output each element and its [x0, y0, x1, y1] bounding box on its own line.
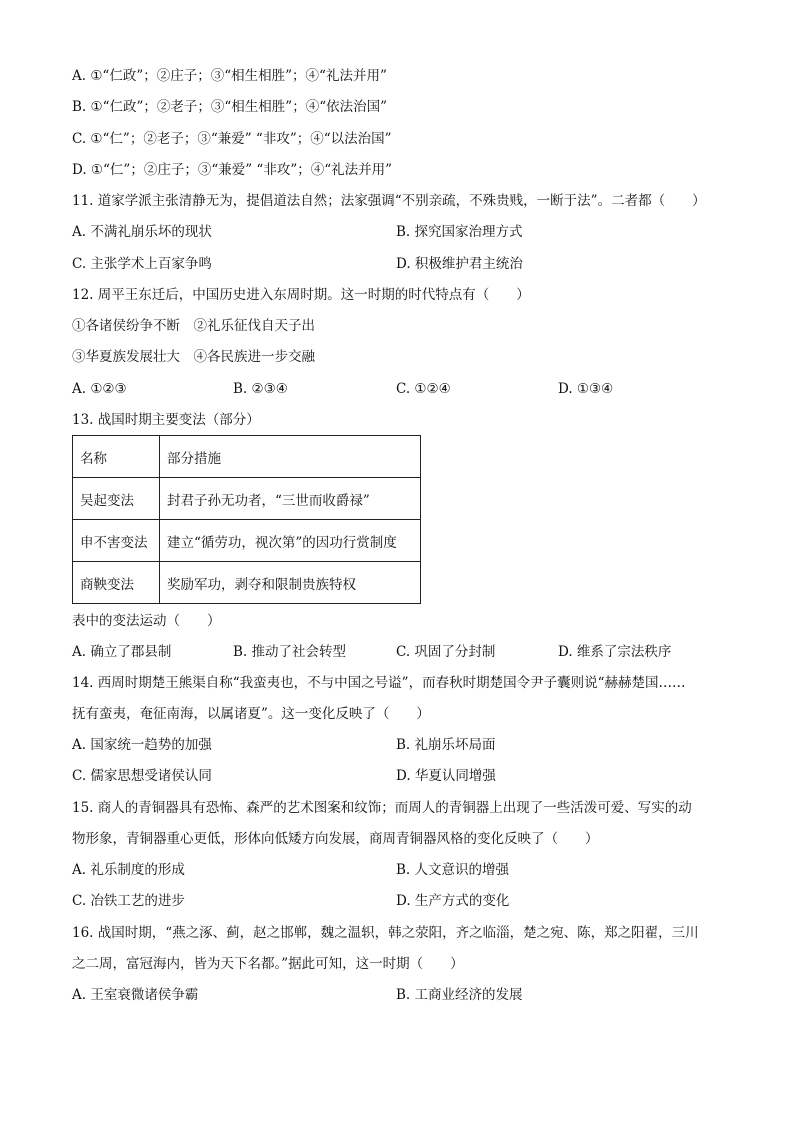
table-cell: 吴起变法 — [73, 478, 160, 520]
q16-stem-line-2: 之二周，富冠海内，皆为天下名都。”据此可知，这一时期（ ） — [72, 956, 464, 972]
q13-stem: 13. 战国时期主要变法（部分） — [72, 412, 260, 428]
q12-option-d: D. ①③④ — [558, 381, 614, 397]
q14-option-c: C. 儒家思想受诸侯认同 — [72, 768, 212, 784]
q15-option-c: C. 冶铁工艺的进步 — [72, 893, 185, 909]
q10-option-d: D. ①“仁”；②庄子；③“兼爱” “非攻”；④“礼法并用” — [72, 162, 393, 178]
q16-option-b: B. 工商业经济的发展 — [396, 987, 523, 1003]
q12-items-1: ①各诸侯纷争不断 ②礼乐征伐自天子出 — [72, 318, 315, 334]
q10-option-b: B. ①“仁政”；②老子；③“相生相胜”；④“依法治国” — [72, 99, 388, 115]
q11-option-b: B. 探究国家治理方式 — [396, 224, 523, 240]
q16-option-a: A. 王室衰微诸侯争霸 — [72, 987, 199, 1003]
q13-option-c: C. 巩固了分封制 — [396, 644, 496, 660]
reform-table — [72, 435, 421, 604]
q10-option-a: A. ①“仁政”；②庄子；③“相生相胜”；④“礼法并用” — [72, 68, 387, 84]
table-header-cell: 部分措施 — [160, 436, 421, 478]
q13-option-d: D. 维系了宗法秩序 — [558, 644, 672, 660]
table-header-cell: 名称 — [73, 436, 160, 478]
q15-stem-line-1: 15. 商人的青铜器具有恐怖、森严的艺术图案和纹饰；而周人的青铜器上出现了一些活泼可爱、写实的动 — [72, 800, 692, 816]
q15-stem-line-2: 物形象，青铜器重心更低，形体向低矮方向发展，商周青铜器风格的变化反映了（ ） — [72, 831, 599, 847]
table-row — [73, 520, 421, 562]
q14-option-d: D. 华夏认同增强 — [396, 768, 496, 784]
table-row — [73, 478, 421, 520]
q13-option-a: A. 确立了郡县制 — [72, 644, 172, 660]
table-cell: 建立“循劳功，视次第”的因功行赏制度 — [160, 520, 421, 562]
q11-option-a: A. 不满礼崩乐坏的现状 — [72, 224, 212, 240]
q15-option-a: A. 礼乐制度的形成 — [72, 862, 185, 878]
table-cell: 封君子孙无功者，“三世而收爵禄” — [160, 478, 421, 520]
q13-question: 表中的变法运动（ ） — [72, 613, 221, 629]
q14-option-b: B. 礼崩乐坏局面 — [396, 737, 496, 753]
q11-option-c: C. 主张学术上百家争鸣 — [72, 256, 212, 272]
q11-stem: 11. 道家学派主张清静无为，提倡道法自然；法家强调“不别亲疏，不殊贵贱，一断于法”。二者都（ ） — [72, 193, 706, 209]
table-cell: 奖励军功，剥夺和限制贵族特权 — [160, 562, 421, 604]
q16-stem-line-1: 16. 战国时期，“燕之涿、蓟，赵之邯郸，魏之温轵，韩之荥阳，齐之临淄，楚之宛、陈，郑之阳翟，三川 — [72, 925, 699, 941]
q12-items-2: ③华夏族发展壮大 ④各民族进一步交融 — [72, 349, 315, 365]
q14-stem-line-1: 14. 西周时期楚王熊渠自称“我蛮夷也，不与中国之号谥”，而春秋时期楚国令尹子囊则说“赫赫楚国…… — [72, 675, 686, 691]
q14-option-a: A. 国家统一趋势的加强 — [72, 737, 212, 753]
q12-stem: 12. 周平王东迁后，中国历史进入东周时期。这一时期的时代特点有（ ） — [72, 287, 530, 303]
q14-stem-line-2: 抚有蛮夷，奄征南海，以属诸夏”。这一变化反映了（ ） — [72, 706, 430, 722]
table-row — [73, 562, 421, 604]
q11-option-d: D. 积极维护君主统治 — [396, 256, 523, 272]
q10-option-c: C. ①“仁”；②老子；③“兼爱” “非攻”；④“以法治国” — [72, 131, 392, 147]
q15-option-d: D. 生产方式的变化 — [396, 893, 510, 909]
q13-option-b: B. 推动了社会转型 — [233, 644, 347, 660]
table-header-row — [73, 436, 421, 478]
q12-option-c: C. ①②④ — [396, 381, 451, 397]
q12-option-b: B. ②③④ — [233, 381, 288, 397]
table-cell: 商鞅变法 — [73, 562, 160, 604]
q12-option-a: A. ①②③ — [72, 381, 127, 397]
q15-option-b: B. 人文意识的增强 — [396, 862, 510, 878]
table-cell: 申不害变法 — [73, 520, 160, 562]
